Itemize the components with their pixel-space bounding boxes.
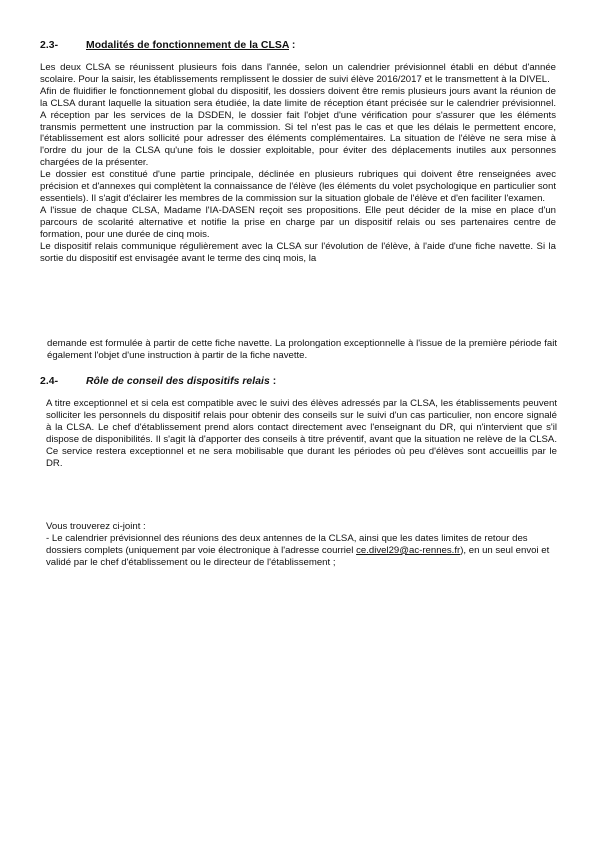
section-title: Rôle de conseil des dispositifs relais bbox=[86, 376, 270, 387]
section-heading-2-4 bbox=[40, 376, 276, 387]
paragraph: Le dispositif relais communique régulièrement avec la CLSA sur l'évolution de l'élève, à l'aide d'une fiche navette. Si la sortie du dispositif est envisagée avant le terme des cinq mois, la bbox=[40, 240, 556, 264]
section-number: 2.4- bbox=[40, 376, 59, 387]
section-heading-2-3 bbox=[40, 40, 295, 51]
section-number: 2.3- bbox=[40, 40, 59, 51]
paragraph: Le dossier est constitué d'une partie principale, déclinée en plusieurs rubriques qui doivent être renseignées avec précision et d'annexes qui complètent la connaissance de l'élève (les éléments du volet psychologique en particulier sont essentiels). Il s'agit d'éclairer les membres de la commission sur la situation globale de l'élève et d'en faciliter l'examen. bbox=[40, 169, 556, 204]
attachments-block bbox=[46, 521, 557, 569]
paragraph: A l'issue de chaque CLSA, Madame l'IA-DASEN reçoit ses propositions. Elle peut décider de la mise en place d'un parcours de scolarité alternative et notifie la prise en charge par un dispositif relais ou ses partenaires centre de formation, pour une durée de cinq mois. bbox=[40, 204, 556, 240]
paragraph: demande est formulée à partir de cette fiche navette. La prolongation exceptionnelle à l'issue de la première période fait également l'objet d'une instruction à partir de la fiche navette. bbox=[47, 338, 557, 361]
attachment-item bbox=[46, 533, 557, 569]
section-2-3-body bbox=[40, 62, 556, 264]
paragraph: Afin de fluidifier le fonctionnement global du dispositif, les dossiers doivent être remis plusieurs jours avant la réunion de la CLSA durant laquelle la situation sera étudiée, la date limite de réception étant précisée sur le calendrier prévisionnel. A réception par les services de la DSDEN, le dossier fait l'objet d'une vérification pour s'assurer que les éléments transmis permettent une instruction par la commission. Si tel n'est pas le cas et que les délais le permettent encore, l'établissement est alors sollicité pour adresser des éléments complémentaires. La situation de l'élève ne sera mise à l'ordre du jour de la CLSA qu'une fois le dossier exploitable, pour éviter des déplacements inutiles aux personnes chargées de la présenter. bbox=[40, 85, 556, 169]
email-link[interactable]: ce.divel29@ac-rennes.fr bbox=[356, 544, 461, 556]
section-title: Modalités de fonctionnement de la CLSA bbox=[86, 40, 289, 51]
attachment-item-text: - Le calendrier prévisionnel des réunions des deux antennes de la CLSA, ainsi que les dates limites de retour des dossiers complets (uniquement par voie électronique à l'adresse courriel bbox=[46, 532, 528, 556]
attachments-intro: Vous trouverez ci-joint : bbox=[46, 521, 146, 532]
section-title-colon: : bbox=[269, 376, 277, 387]
attachment-item-text-end: ), en un seul envoi et validé par le chef d'établissement ou le directeur de l'établissement ; bbox=[46, 544, 550, 568]
section-title-colon: : bbox=[289, 40, 296, 51]
paragraph: Les deux CLSA se réunissent plusieurs fois dans l'année, selon un calendrier prévisionnel établi en début d'année scolaire. Pour la saisir, les établissements remplissent le dossier de suivi élève 2016/2017 et le transmettent à la DIVEL. bbox=[40, 62, 556, 85]
paragraph: A titre exceptionnel et si cela est compatible avec le suivi des élèves adressés par la CLSA, les établissements peuvent solliciter les personnels du dispositif relais pour obtenir des conseils sur le suivi d'un cas particulier, non encore signalé à la CLSA. Le chef d'établissement prend alors contact directement avec l'enseignant du DR, qui n'intervient que s'il dispose de disponibilités. Il s'agit là d'apporter des conseils à titre préventif, avant que la situation ne relève de la CLSA. Ce service restera exceptionnel et ne sera mobilisable que durant les périodes où peu d'élèves sont accueillis par le DR. bbox=[46, 398, 557, 469]
